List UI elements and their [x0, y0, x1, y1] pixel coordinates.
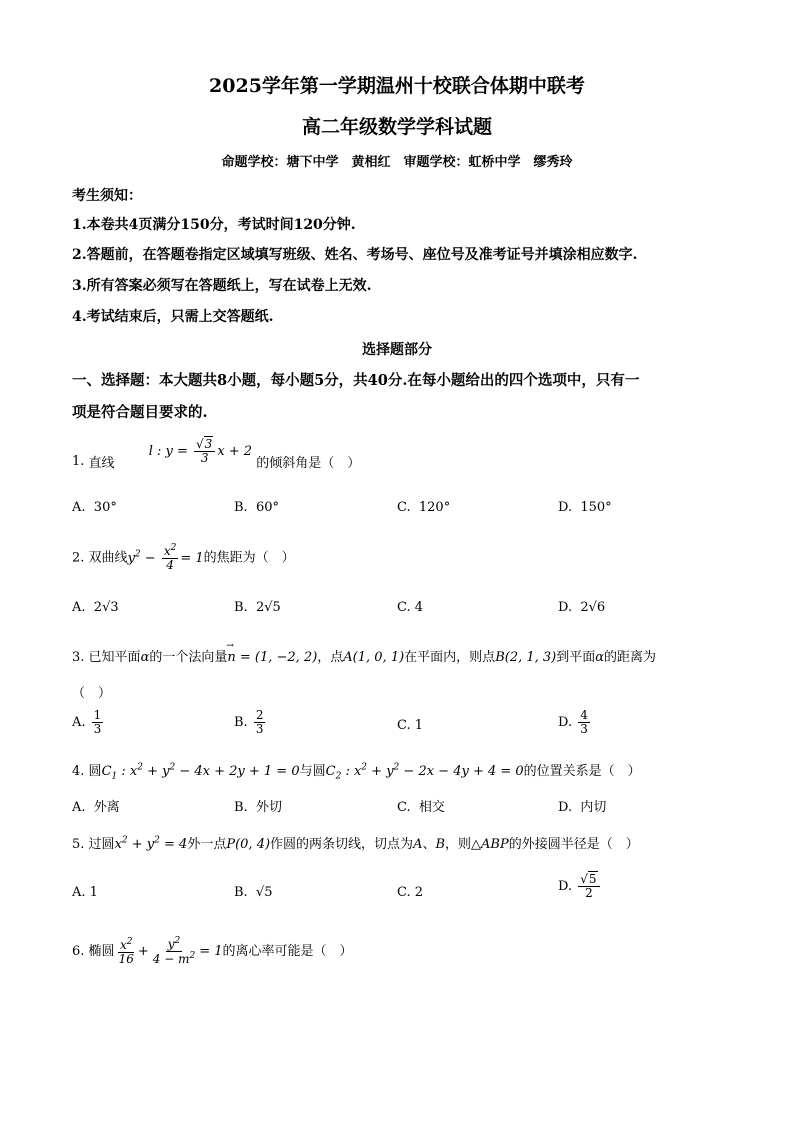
- option-a[interactable]: A. 30°: [72, 500, 117, 515]
- option-c[interactable]: C. 120°: [397, 500, 451, 515]
- option-b[interactable]: B. 外切: [234, 800, 282, 815]
- exam-subtitle: 高二年级数学学科试题: [301, 116, 492, 138]
- option-a[interactable]: A. 2√3: [72, 600, 119, 615]
- option-c[interactable]: C. 4: [397, 600, 424, 615]
- notice-item: 2.答题前，在答题卷指定区域填写班级、姓名、考场号、座位号及准考证号并填涂相应数字.: [72, 247, 638, 263]
- question-1: 1. 直线 l : y = $\frac{√3}{3}$ x + 2 的倾斜角是（ ）: [72, 436, 361, 471]
- option-a[interactable]: A. 1: [72, 885, 98, 900]
- notice-heading: 考生须知：: [72, 188, 142, 204]
- option-c[interactable]: C. 2: [397, 885, 424, 900]
- option-d[interactable]: D. 2√6: [558, 600, 606, 615]
- question-2: 2. 双曲线$y^2$ − $\frac{x^2}{4}$ = 1的焦距为（ ）: [72, 543, 295, 573]
- option-a[interactable]: A. 外离: [72, 800, 120, 815]
- question-5: 5. 过圆$x^2 + y^2 = 4$外一点P(0, 4)作圆的两条切线，切点为A、B，则△ABP的外接圆半径是（ ）: [72, 835, 639, 852]
- option-b[interactable]: B. 2√5: [234, 600, 281, 615]
- question-3: 3. 已知平面α的一个法向量→ n = (1, −2, 2)，点A(1, 0, 1)在平面内，则点B(2, 1, 3)到平面α的距离为: [72, 646, 656, 665]
- option-d[interactable]: D. 150°: [558, 500, 612, 515]
- hyperbola-equation: $y^2$ − $\frac{x^2}{4}$ = 1: [127, 543, 204, 573]
- option-d[interactable]: D. $\frac{4}{3}$: [558, 708, 588, 737]
- option-d[interactable]: D. 内切: [558, 800, 607, 815]
- notice-item: 4.考试结束后，只需上交答题纸.: [72, 309, 274, 325]
- line-equation: l : y = $\frac{√3}{3}$ x + 2: [148, 436, 253, 465]
- section-title: 选择题部分: [362, 342, 432, 358]
- exam-title: 2025学年第一学期温州十校联合体期中联考: [209, 75, 585, 97]
- part-instructions-cont: 项是符合题目要求的.: [72, 404, 208, 421]
- authors-line: 命题学校：塘下中学 黄相红 审题学校：虹桥中学 缪秀玲: [221, 155, 573, 170]
- option-b[interactable]: B. √5: [234, 885, 273, 900]
- question-3-cont: （ ）: [72, 686, 112, 701]
- option-b[interactable]: B. 60°: [234, 500, 279, 515]
- option-b[interactable]: B. $\frac{2}{3}$: [234, 708, 264, 737]
- option-c[interactable]: C. 相交: [397, 800, 445, 815]
- option-d[interactable]: D. $\frac{√5}{2}$: [558, 873, 602, 900]
- option-c[interactable]: C. 1: [397, 718, 424, 733]
- option-a[interactable]: A. $\frac{1}{3}$: [72, 708, 102, 737]
- notice-item: 1.本卷共4页满分150分，考试时间120分钟.: [72, 217, 356, 233]
- notice-item: 3.所有答案必须写在答题纸上，写在试卷上无效.: [72, 278, 372, 294]
- question-4: 4. 圆$C_1$ : $x^2 + y^2 - 4x + 2y + 1 = 0$与圆$C_2$ : $x^2 + y^2 - 2x - 4y + 4 = 0$的位置关系是（ ）: [72, 762, 641, 782]
- part-instructions: 一、选择题：本大题共8小题，每小题5分，共40分.在每小题给出的四个选项中，只有一: [72, 372, 640, 389]
- question-6: 6. 椭圆 $\frac{x^2}{16}$ + $\frac{y^2}{4 - m^2}$ = 1的离心率可能是（ ）: [72, 936, 353, 967]
